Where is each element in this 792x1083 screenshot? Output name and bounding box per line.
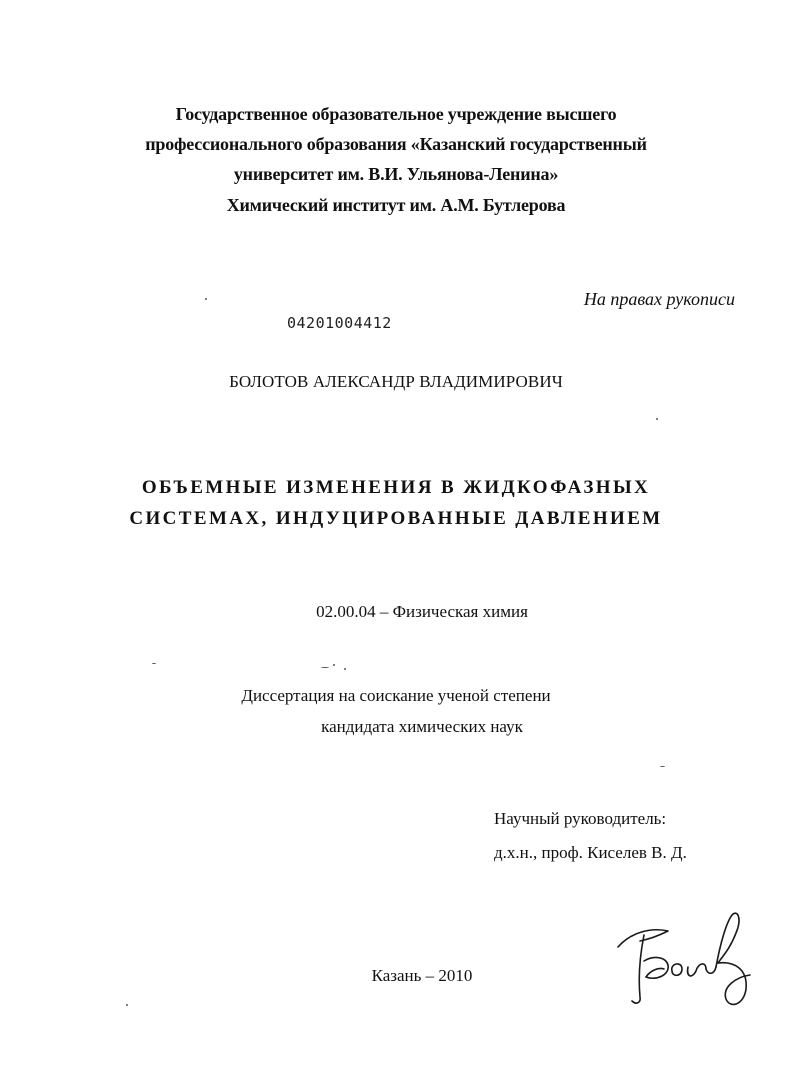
institution-line-3: университет им. В.И. Ульянова-Ленина» bbox=[233, 164, 559, 184]
author-name: БОЛОТОВ АЛЕКСАНДР ВЛАДИМИРОВИЧ bbox=[229, 372, 563, 391]
institution-line-2: профессионального образования «Казанский государственный bbox=[145, 134, 647, 154]
institution-line-1: Государственное образовательное учреждение высшего bbox=[175, 104, 617, 124]
inventory-number: 04201004412 bbox=[287, 314, 392, 332]
thesis-title-line-2: СИСТЕМАХ, ИНДУЦИРОВАННЫЕ ДАВЛЕНИЕМ bbox=[129, 508, 663, 529]
specialty: 02.00.04 – Физическая химия bbox=[316, 602, 528, 621]
supervisor-label: Научный руководитель: bbox=[494, 809, 667, 828]
supervisor-name: д.х.н., проф. Киселев В. Д. bbox=[494, 843, 687, 862]
thesis-title-line-1: ОБЪЕМНЫЕ ИЗМЕНЕНИЯ В ЖИДКОФАЗНЫХ bbox=[141, 477, 651, 498]
degree-line-2: кандидата химических наук bbox=[321, 717, 523, 736]
manuscript-rights-note: На правах рукописи bbox=[583, 289, 735, 309]
city-year: Казань – 2010 bbox=[371, 966, 473, 985]
handwritten-signature bbox=[610, 905, 760, 1015]
degree-line-1: Диссертация на соискание ученой степени bbox=[241, 686, 551, 705]
institute-line: Химический институт им. А.М. Бутлерова bbox=[226, 195, 566, 215]
